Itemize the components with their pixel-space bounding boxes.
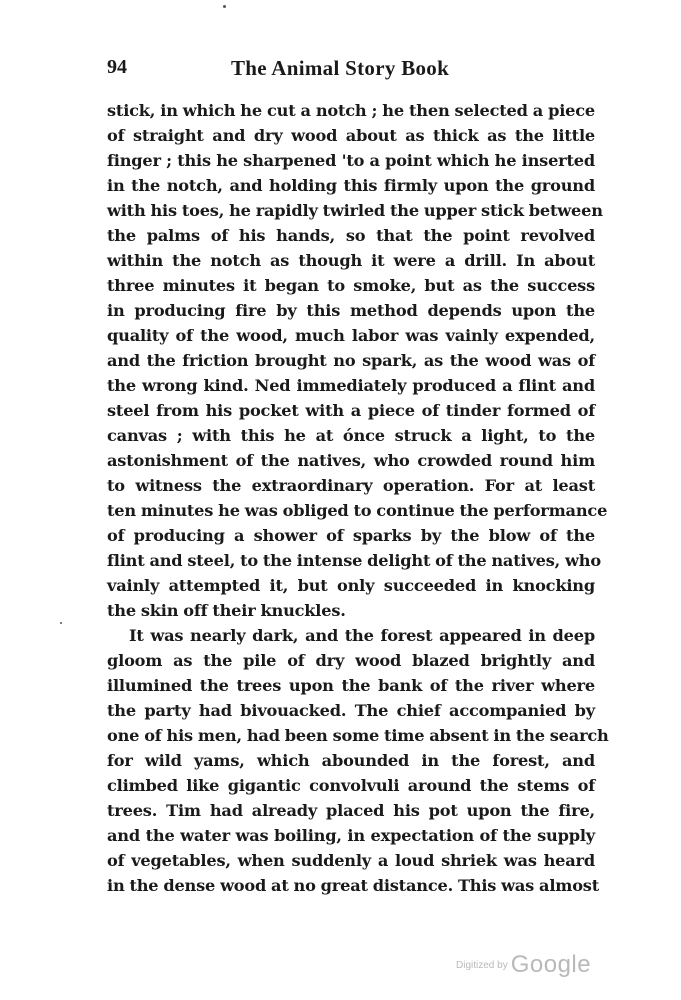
text-line: to witness the extraordinary operation. For at least [107, 476, 595, 495]
text-line: one of his men, had been some time absent in the search [107, 726, 609, 745]
page-number: 94 [107, 56, 127, 78]
text-line: illumined the trees upon the bank of the river where [107, 676, 595, 695]
ink-speck [60, 622, 62, 624]
text-line: the party had bivouacked. The chief accompanied by [107, 701, 595, 720]
text-line: the skin off their knuckles. [107, 601, 346, 620]
text-line: of straight and dry wood about as thick as the little [107, 126, 595, 145]
text-line: climbed like gigantic convolvuli around the stems of [107, 776, 595, 795]
text-line: in the notch, and holding this firmly upon the ground [107, 176, 595, 195]
text-line: the wrong kind. Ned immediately produced a flint and [107, 376, 595, 395]
paragraph [107, 623, 609, 898]
text-line: trees. Tim had already placed his pot upon the fire, [107, 801, 595, 820]
text-line: canvas ; with this he at ónce struck a light, to the [107, 426, 595, 445]
text-line: in the dense wood at no great distance. This was almost [107, 876, 599, 895]
text-line: gloom as the pile of dry wood blazed brightly and [107, 651, 595, 670]
text-line: quality of the wood, much labor was vainly expended, [107, 326, 595, 345]
page-header [107, 56, 595, 84]
text-line: and the friction brought no spark, as the wood was of [107, 351, 595, 370]
text-line: three minutes it began to smoke, but as the success [107, 276, 595, 295]
paragraph [107, 98, 608, 623]
running-title: The Animal Story Book [231, 56, 450, 80]
google-logo: Google [510, 951, 592, 978]
text-line: and the water was boiling, in expectation of the supply [107, 826, 595, 845]
text-line: in producing fire by this method depends upon the [107, 301, 595, 320]
text-line: ten minutes he was obliged to continue the performance [107, 501, 608, 520]
text-line: stick, in which he cut a notch ; he then selected a piece [107, 101, 595, 120]
digitized-by-google-watermark [456, 951, 606, 981]
text-line: flint and steel, to the intense delight of the natives, who [107, 551, 601, 570]
text-line: It was nearly dark, and the forest appeared in deep [129, 626, 595, 645]
text-line: within the notch as though it were a drill. In about [107, 251, 595, 270]
text-line: vainly attempted it, but only succeeded in knocking [107, 576, 595, 595]
body-text [107, 98, 609, 898]
text-line: with his toes, he rapidly twirled the upper stick between [107, 201, 603, 220]
text-line: astonishment of the natives, who crowded round him [107, 451, 595, 470]
watermark-prefix: Digitized by [456, 960, 508, 971]
text-line: of vegetables, when suddenly a loud shriek was heard [107, 851, 595, 870]
text-line: for wild yams, which abounded in the forest, and [107, 751, 595, 770]
text-line: steel from his pocket with a piece of tinder formed of [107, 401, 595, 420]
text-line: the palms of his hands, so that the point revolved [107, 226, 595, 245]
ink-speck [223, 5, 226, 8]
text-line: finger ; this he sharpened 'to a point which he inserted [107, 151, 595, 170]
text-line: of producing a shower of sparks by the blow of the [107, 526, 595, 545]
